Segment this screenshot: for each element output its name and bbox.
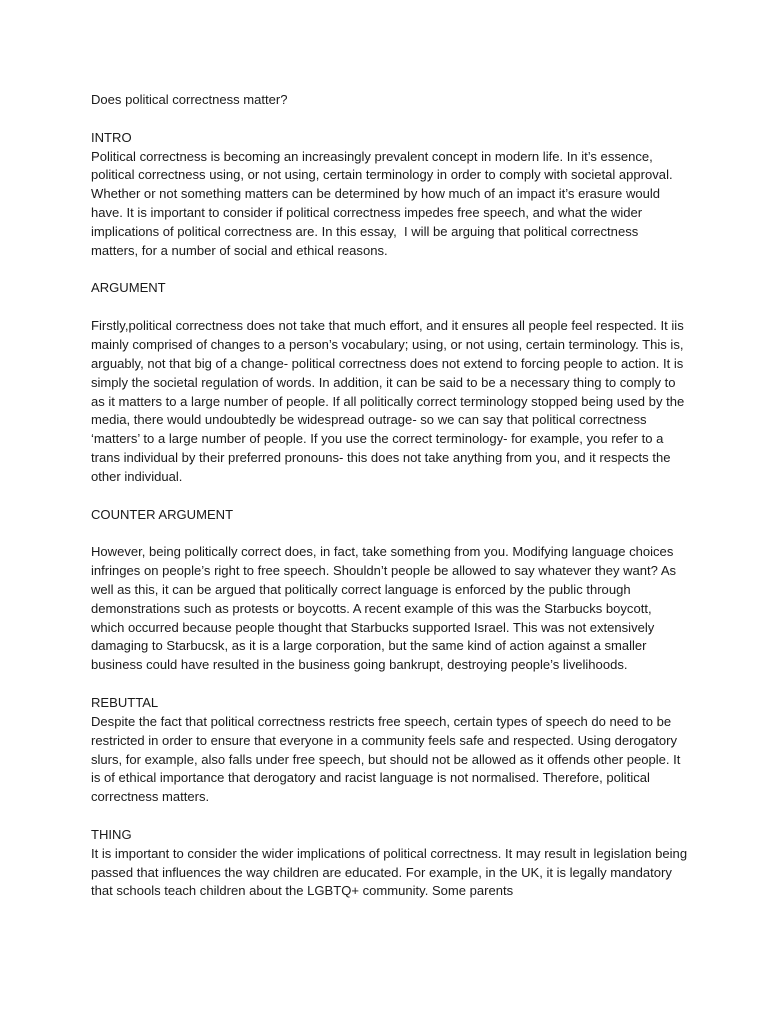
section-paragraph-rebuttal: Despite the fact that political correctness restricts free speech, certain types of speech do need to be restricted in order to ensure that everyone in a community feels safe and respected. Using derogatory slurs, for example, also falls under free speech, but should not be allowed as it offends other people. It is of ethical importance that derogatory and racist language is not normalised. Therefore, political correctness matters. [91, 713, 685, 805]
document-title: Does political correctness matter? [91, 92, 288, 107]
section-heading-intro: INTRO [91, 129, 132, 145]
section-paragraph-thing: It is important to consider the wider implications of political correctness. It may result in legislation being passed that influences the way children are educated. For example, in the UK, it is legally mandatory that schools teach children about the LGBTQ+ community. Some parents [91, 845, 691, 899]
section-heading-counter-argument: COUNTER ARGUMENT [91, 506, 234, 522]
section-heading-thing: THING [91, 826, 132, 842]
section-paragraph-argument: Firstly,political correctness does not take that much effort, and it ensures all people feel respected. It iis mainly comprised of changes to a person’s vocabulary; using, or not using, certain terminology. This is, arguably, not that big of a change- political correctness does not extend to forcing people to action. It is simply the societal regulation of words. In addition, it can be said to be a necessary thing to comply to as it matters to a large number of people. If all politically correct terminology stopped being used by the media, there would undoubtedly be widespread outrage- so we can say that political correctness ‘matters’ to a large number of people. If you use the correct terminology- for example, you refer to a trans individual by their preferred pronouns- this does not take anything from you, and it respects the other individual. [91, 318, 688, 484]
spacer [91, 298, 688, 317]
spacer [91, 110, 688, 129]
spacer [91, 487, 688, 506]
section-paragraph-intro: Political correctness is becoming an increasingly prevalent concept in modern life. In it’s essence, political correctness using, or not using, certain terminology in order to comply with societal approval. Whether or not something matters can be determined by how much of an impact it’s erasure would have. It is important to consider if political correctness impedes free speech, and what the wider implications of political correctness are. In this essay, I will be arguing that political correctness matters, for a number of social and ethical reasons. [91, 148, 677, 258]
section-heading-rebuttal: REBUTTAL [91, 695, 159, 710]
spacer [91, 524, 688, 543]
spacer [91, 807, 688, 826]
spacer [91, 261, 688, 280]
section-paragraph-counter-argument: However, being politically correct does, in fact, take something from you. Modifying language choices infringes on people’s right to free speech. Shouldn’t people be allowed to say whatever they want? As well as this, it can be argued that politically correct language is enforced by the public through demonstrations such as protests or boycotts. A recent example of this was the Starbucks boycott, which occurred because people thought that Starbucks supported Israel. This was not extensively damaging to Starbucsk, as it is a large corporation, but the same kind of action against a smaller business could have resulted in the business going bankrupt, destroying people’s livelihoods. [91, 544, 680, 673]
section-heading-argument: ARGUMENT [91, 280, 166, 296]
spacer [91, 675, 688, 694]
